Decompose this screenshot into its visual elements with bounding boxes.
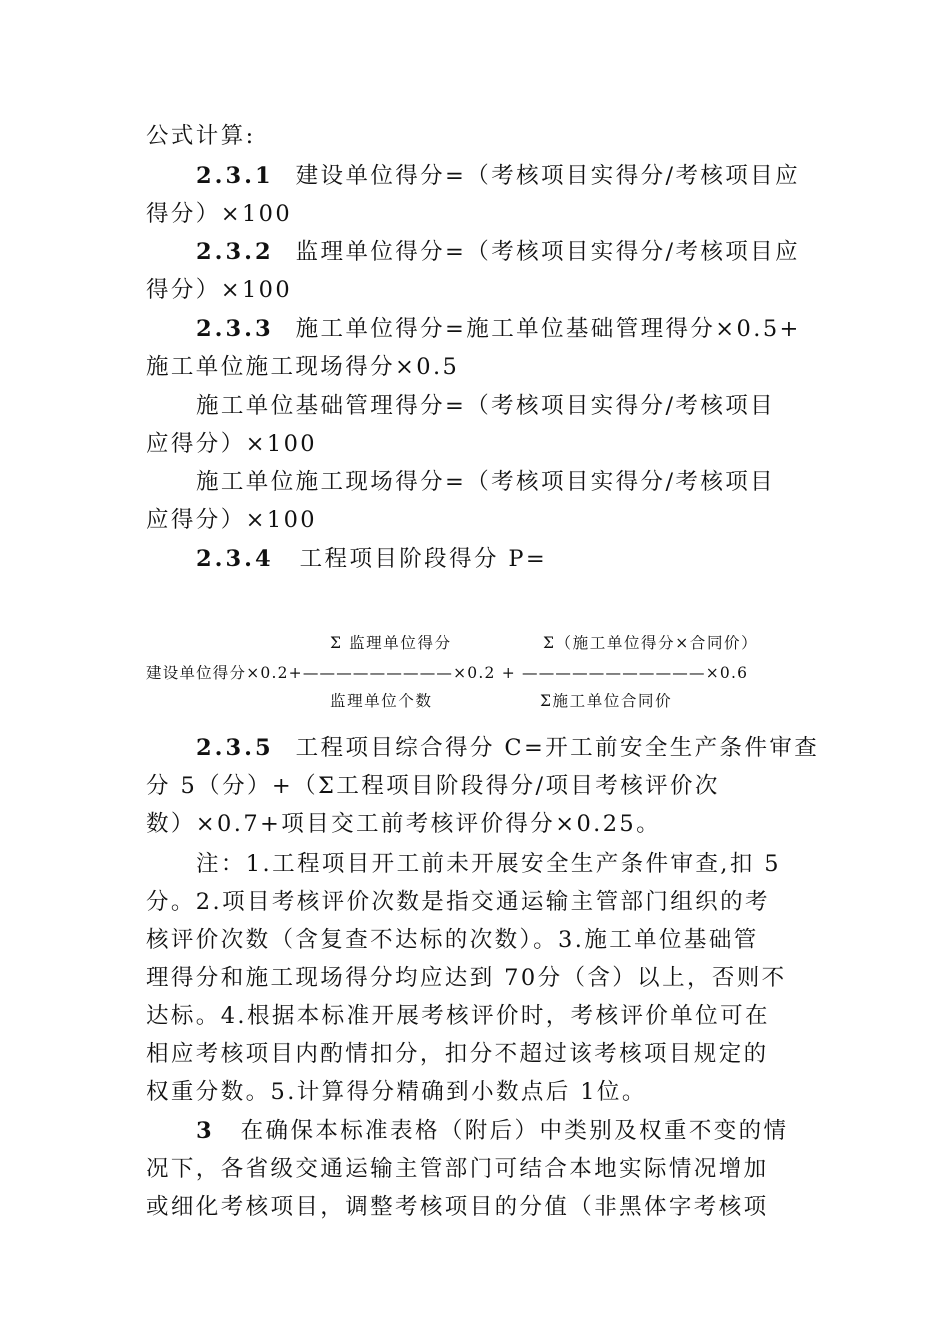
formula-numerator-right: Σ（施工单位得分×合同价） <box>543 634 759 652</box>
clause-number: 2.3.3 <box>196 316 274 342</box>
clause-2-3-2-cont: 得分）×100 <box>146 277 293 303</box>
intro-text: 公式计算: <box>146 123 256 149</box>
item-number: 3 <box>196 1118 215 1144</box>
note-line-2: 分。2.项目考核评价次数是指交通运输主管部门组织的考 <box>146 889 770 915</box>
formula-denominator-right: Σ施工单位合同价 <box>540 692 673 710</box>
base-management-formula-cont: 应得分）×100 <box>146 431 317 457</box>
formula-main-line: 建设单位得分×0.2+—————————×0.2 + ———————————×0.6 <box>146 664 749 682</box>
note-line-5: 达标。4.根据本标准开展考核评价时，考核评价单位可在 <box>146 1003 770 1029</box>
clause-number: 2.3.2 <box>196 239 274 265</box>
clause-2-3-5-cont-2: 数）×0.7+项目交工前考核评价得分×0.25。 <box>146 811 662 837</box>
clause-2-3-3 <box>196 310 856 348</box>
clause-2-3-5 <box>196 729 856 767</box>
note-line-7: 权重分数。5.计算得分精确到小数点后 1位。 <box>146 1079 647 1105</box>
note-line-4: 理得分和施工现场得分均应达到 70分（含）以上，否则不 <box>146 965 787 991</box>
clause-2-3-4 <box>196 540 856 578</box>
clause-2-3-5-cont-1: 分 5（分）+（Σ工程项目阶段得分/项目考核评价次 <box>146 773 720 799</box>
clause-text: 工程项目阶段得分 P= <box>299 546 548 572</box>
clause-2-3-2 <box>196 233 856 271</box>
clause-text: 工程项目综合得分 C=开工前安全生产条件审查 <box>295 735 820 761</box>
clause-number: 2.3.5 <box>196 735 274 761</box>
note-line-3: 核评价次数（含复查不达标的次数）。3.施工单位基础管 <box>146 927 759 953</box>
clause-number: 2.3.4 <box>196 546 274 572</box>
clause-text: 监理单位得分=（考核项目实得分/考核项目应 <box>295 239 800 265</box>
note-line-1: 注：1.工程项目开工前未开展安全生产条件审查,扣 5 <box>196 851 781 877</box>
formula-numerator-left: Σ 监理单位得分 <box>330 634 452 652</box>
site-formula-cont: 应得分）×100 <box>146 507 317 533</box>
formula-denominator-left: 监理单位个数 <box>330 692 433 710</box>
item-3 <box>196 1112 856 1150</box>
item-3-cont-1: 况下，各省级交通运输主管部门可结合本地实际情况增加 <box>146 1156 769 1182</box>
item-3-cont-2: 或细化考核项目，调整考核项目的分值（非黑体字考核项 <box>146 1194 769 1220</box>
clause-number: 2.3.1 <box>196 163 274 189</box>
clause-text: 施工单位得分=施工单位基础管理得分×0.5+ <box>295 316 801 342</box>
note-line-6: 相应考核项目内酌情扣分，扣分不超过该考核项目规定的 <box>146 1041 769 1067</box>
site-formula: 施工单位施工现场得分=（考核项目实得分/考核项目 <box>196 469 776 495</box>
clause-text: 建设单位得分=（考核项目实得分/考核项目应 <box>295 163 800 189</box>
clause-2-3-1-cont: 得分）×100 <box>146 201 293 227</box>
base-management-formula: 施工单位基础管理得分=（考核项目实得分/考核项目 <box>196 393 776 419</box>
item-text: 在确保本标准表格（附后）中类别及权重不变的情 <box>240 1118 789 1144</box>
clause-2-3-1 <box>196 157 856 195</box>
clause-2-3-3-cont: 施工单位施工现场得分×0.5 <box>146 354 460 380</box>
